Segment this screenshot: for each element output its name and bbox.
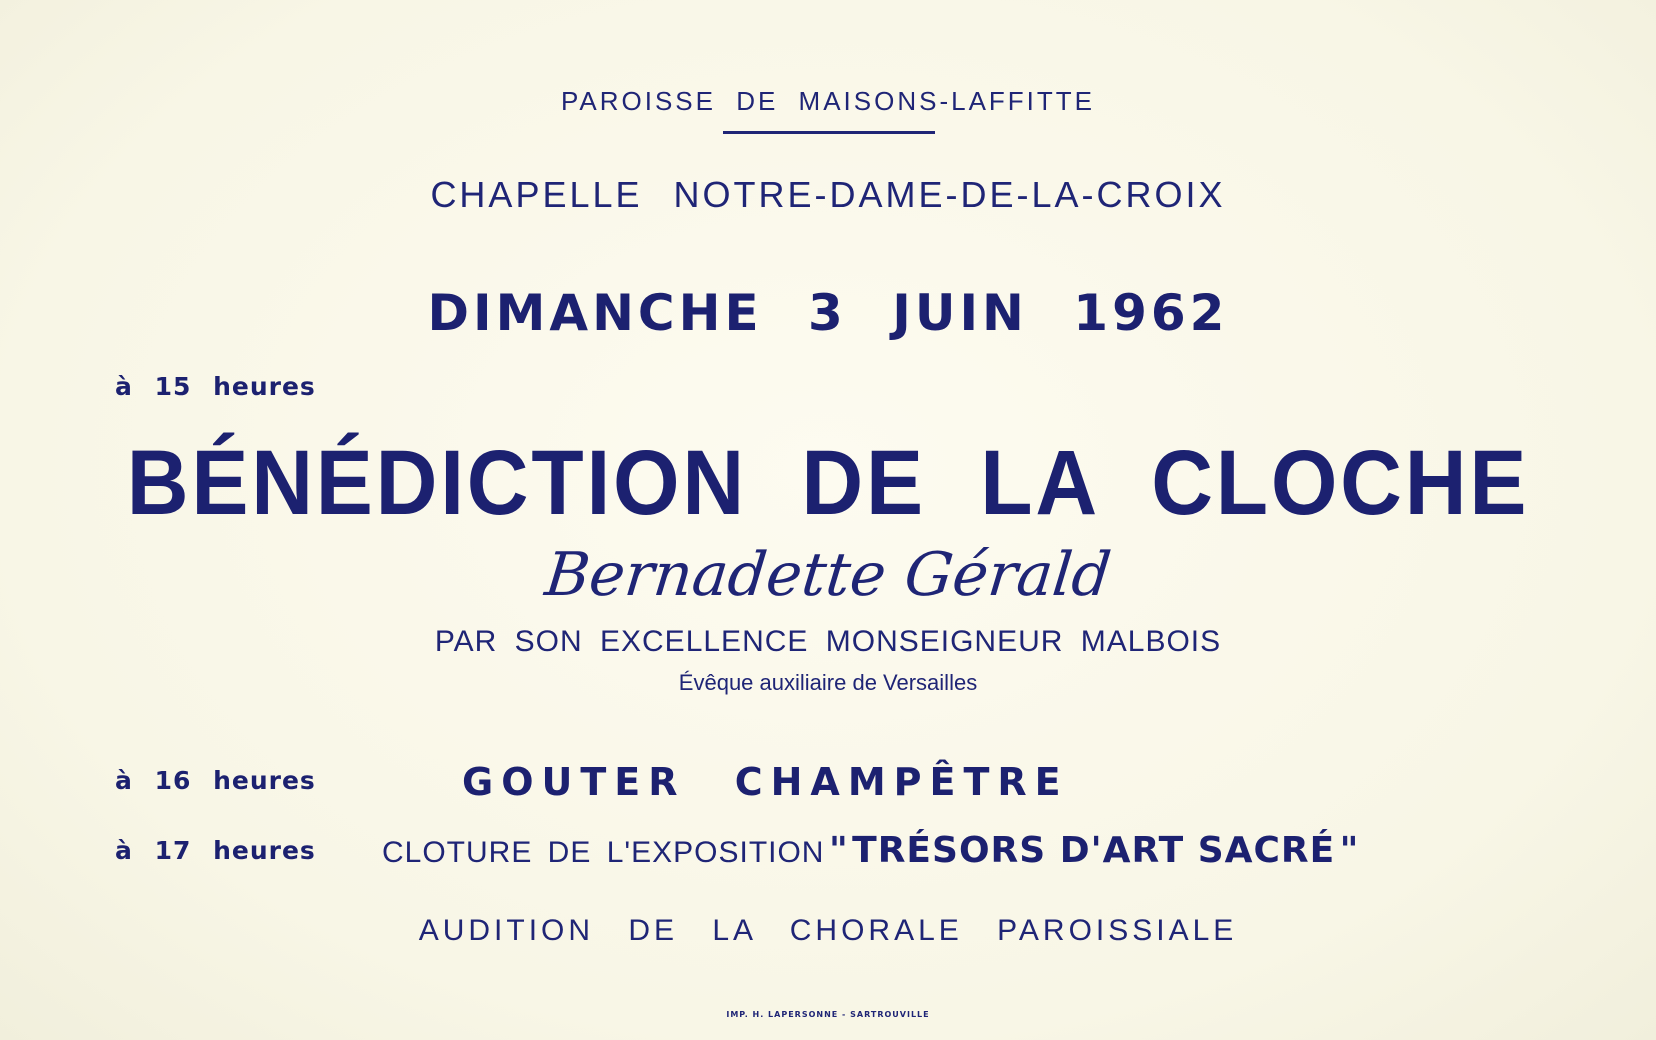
quote-close: " xyxy=(1339,830,1359,871)
officiant-title: Évêque auxiliaire de Versailles xyxy=(678,670,978,695)
time-16h: à 16 heures xyxy=(115,766,316,795)
printer-credit: IMP. H. LAPERSONNE - SARTROUVILLE xyxy=(726,1010,930,1019)
benediction-title: BÉNÉDICTION DE LA CLOCHE xyxy=(126,432,1530,534)
officiant-byline: PAR SON EXCELLENCE MONSEIGNEUR MALBOIS xyxy=(434,625,1222,658)
heading-underline xyxy=(723,131,935,134)
gouter-title: GOUTER CHAMPÊTRE xyxy=(462,760,1069,804)
parish-heading: PAROISSE DE MAISONS-LAFFITTE xyxy=(560,86,1096,116)
exhibition-closing-text: CLOTURE DE L'EXPOSITION xyxy=(382,836,825,869)
time-15h: à 15 heures xyxy=(115,372,316,401)
exhibition-row xyxy=(382,830,1358,871)
choir-audition: AUDITION DE LA CHORALE PAROISSIALE xyxy=(418,914,1238,947)
chapel-name: CHAPELLE NOTRE-DAME-DE-LA-CROIX xyxy=(430,174,1226,215)
bell-name: Bernadette Gérald xyxy=(541,540,1115,610)
time-17h: à 17 heures xyxy=(115,836,316,865)
quote-open: " xyxy=(828,830,848,871)
event-date: DIMANCHE 3 JUIN 1962 xyxy=(427,284,1229,342)
exhibition-name: TRÉSORS D'ART SACRÉ xyxy=(852,830,1336,871)
